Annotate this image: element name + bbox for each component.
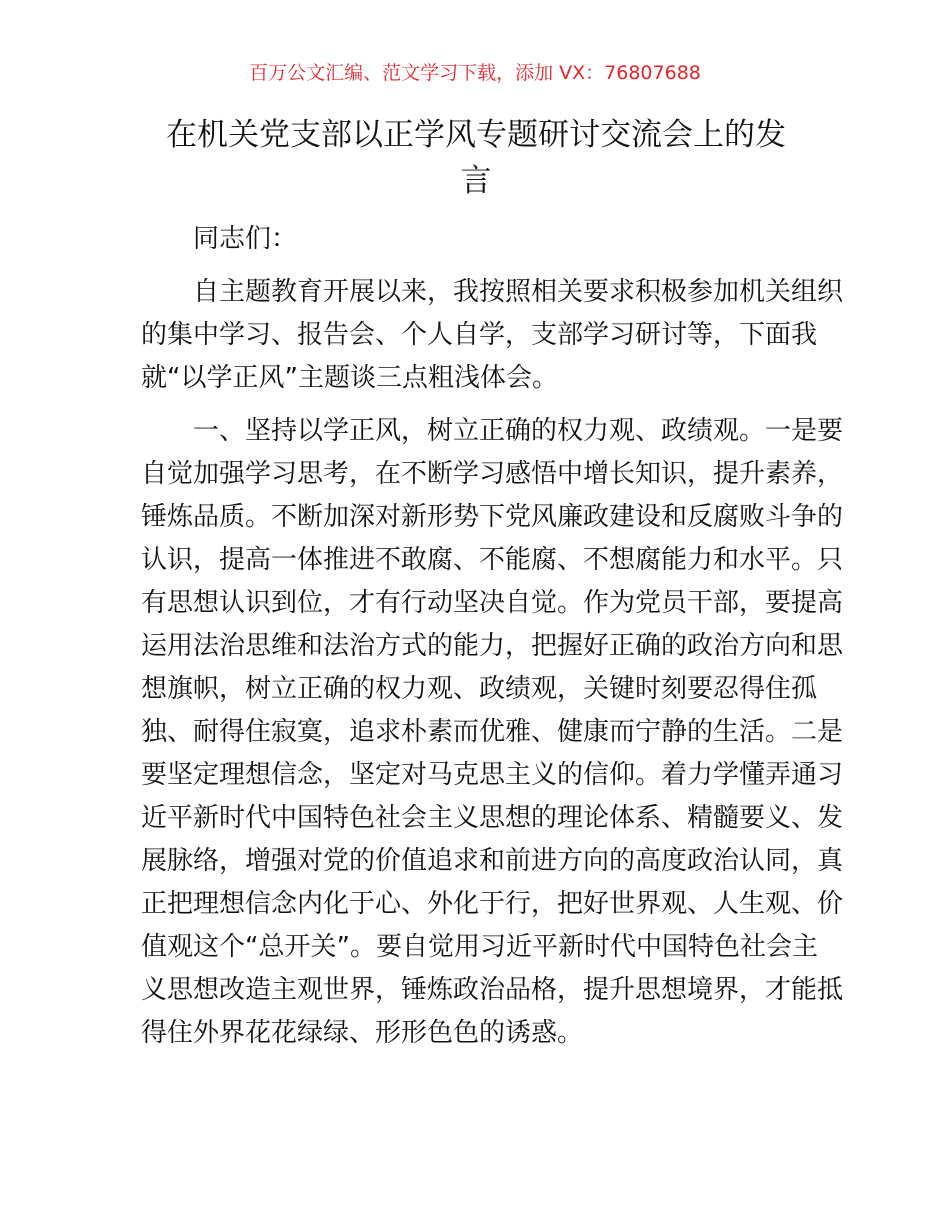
paragraph-line: 自觉加强学习思考，在不断学习感悟中增长知识，提升素养， — [141, 459, 844, 489]
salutation — [141, 218, 811, 261]
paragraph-line: 想旗帜，树立正确的权力观、政绩观，关键时刻要忍得住孤 — [141, 674, 818, 704]
document-body — [141, 218, 844, 1065]
watermark-header: 百万公文汇编、范文学习下载，添加 VX：76807688 — [249, 62, 701, 84]
title-line: 在机关党支部以正学风专题研讨交流会上的发 — [166, 117, 786, 153]
paragraph-line: 值观这个“总开关”。要自觉用习近平新时代中国特色社会主 — [141, 932, 818, 962]
paragraph-line: 要坚定理想信念，坚定对马克思主义的信仰。着力学懂弄通习 — [141, 760, 844, 790]
paragraph-line: 展脉络，增强对党的价值追求和前进方向的高度政治认同，真 — [141, 846, 844, 876]
paragraph-line: 就“以学正风”主题谈三点粗浅体会。 — [141, 363, 558, 393]
salutation-text: 同志们： — [193, 224, 298, 254]
paragraphs — [141, 271, 844, 1055]
paragraph-line: 近平新时代中国特色社会主义思想的理论体系、精髓要义、发 — [141, 803, 844, 833]
document-title — [140, 112, 812, 204]
paragraph-line: 独、耐得住寂寞，追求朴素而优雅、健康而宁静的生活。二是 — [141, 717, 844, 747]
paragraph — [141, 271, 844, 400]
paragraph-line: 正把理想信念内化于心、外化于行，把好世界观、人生观、价 — [141, 889, 844, 919]
paragraph-line: 运用法治思维和法治方式的能力，把握好正确的政治方向和思 — [141, 631, 844, 661]
paragraph-line: 义思想改造主观世界，锤炼政治品格，提升思想境界，才能抵 — [141, 975, 844, 1005]
paragraph-line: 自主题教育开展以来，我按照相关要求积极参加机关组织 — [193, 277, 844, 307]
paragraph — [141, 410, 844, 1055]
paragraph-line: 的集中学习、报告会、个人自学，支部学习研讨等，下面我 — [141, 320, 818, 350]
paragraph-line: 一、坚持以学正风，树立正确的权力观、政绩观。一是要 — [193, 416, 844, 446]
paragraph-line: 得住外界花花绿绿、形形色色的诱惑。 — [141, 1018, 584, 1048]
paragraph-line: 有思想认识到位，才有行动坚决自觉。作为党员干部，要提高 — [141, 588, 844, 618]
paragraph-line: 锤炼品质。不断加深对新形势下党风廉政建设和反腐败斗争的 — [141, 502, 844, 532]
title-line: 言 — [460, 163, 492, 199]
paragraph-line: 认识，提高一体推进不敢腐、不能腐、不想腐能力和水平。只 — [141, 545, 844, 575]
